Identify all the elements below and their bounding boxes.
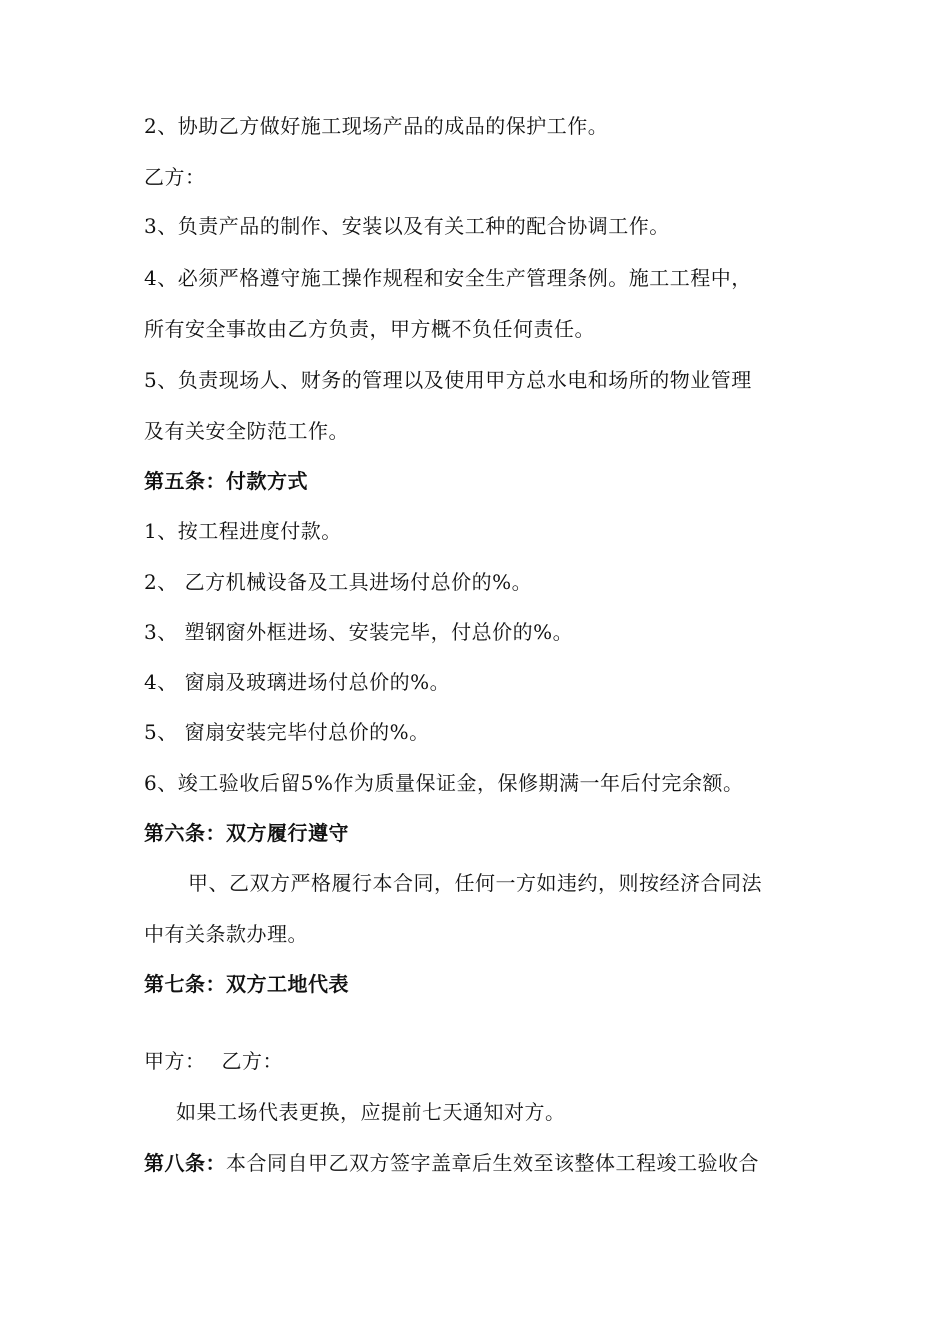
text-line: 2、协助乙方做好施工现场产品的成品的保护工作。	[144, 114, 609, 138]
party-b-label: 乙方：	[221, 1049, 283, 1073]
signature-parties	[144, 1049, 283, 1073]
list-item: 1、按工程进度付款。	[144, 519, 342, 543]
list-item: 5、 窗扇安装完毕付总价的%。	[144, 720, 430, 744]
section-text: 本合同自甲乙双方签字盖章后生效至该整体工程竣工验收合	[226, 1151, 759, 1175]
section-heading: 第六条：双方履行遵守	[144, 821, 349, 845]
section-heading: 第七条：双方工地代表	[144, 972, 349, 996]
text-line: 4、必须严格遵守施工操作规程和安全生产管理条例。施工工程中，	[144, 266, 752, 290]
paragraph-line: 甲、乙双方严格履行本合同，任何一方如违约，则按经济合同法	[188, 871, 762, 895]
text-line: 3、负责产品的制作、安装以及有关工种的配合协调工作。	[144, 214, 670, 238]
paragraph-line: 如果工场代表更换，应提前七天通知对方。	[176, 1100, 566, 1124]
list-item: 2、 乙方机械设备及工具进场付总价的%。	[144, 570, 533, 594]
text-line: 及有关安全防范工作。	[144, 419, 349, 443]
party-a-label: 甲方：	[144, 1049, 206, 1073]
list-item: 6、竣工验收后留5%作为质量保证金，保修期满一年后付完余额。	[144, 771, 744, 795]
section-heading: 第五条：付款方式	[144, 469, 308, 493]
text-line: 所有安全事故由乙方负责，甲方概不负任何责任。	[144, 317, 595, 341]
section-heading: 第八条：	[144, 1151, 226, 1175]
list-item: 3、 塑钢窗外框进场、安装完毕，付总价的%。	[144, 620, 574, 644]
list-item: 4、 窗扇及玻璃进场付总价的%。	[144, 670, 451, 694]
section-line	[144, 1151, 759, 1175]
text-line: 5、负责现场人、财务的管理以及使用甲方总水电和场所的物业管理	[144, 368, 752, 392]
text-line: 乙方：	[144, 165, 206, 189]
paragraph-line: 中有关条款办理。	[144, 922, 308, 946]
